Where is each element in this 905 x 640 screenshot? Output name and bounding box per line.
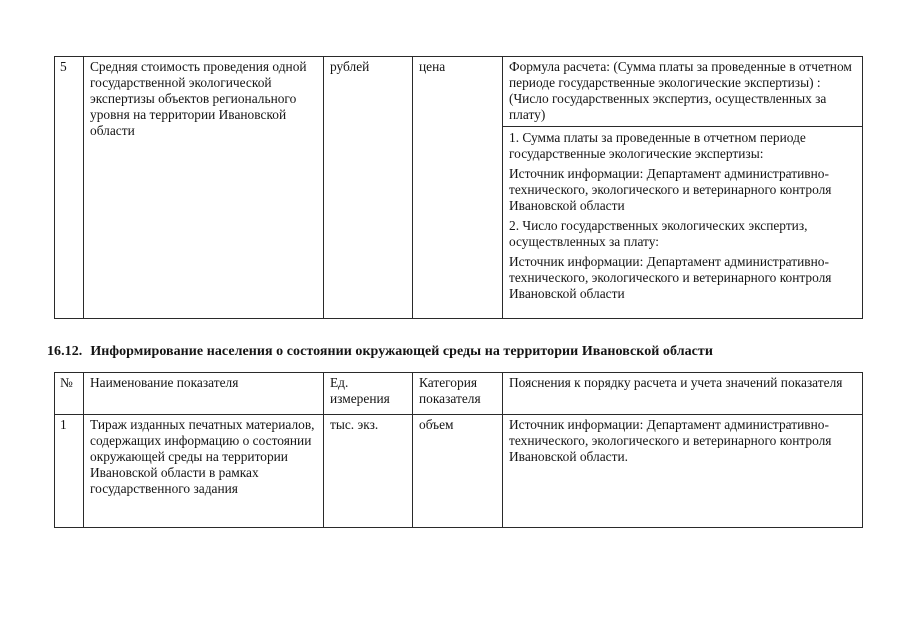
notes-line-item xyxy=(503,126,862,302)
table-row xyxy=(55,57,863,319)
indicators-table-continued xyxy=(54,56,863,319)
unit-of-measure: тыс. экз. xyxy=(324,415,413,528)
indicators-table xyxy=(54,372,863,528)
section-title: Информирование населения о состоянии окружающей среды на территории Ивановской области xyxy=(90,344,713,359)
table-row xyxy=(55,415,863,528)
indicator-name: Средняя стоимость проведения одной государственной экологической экспертизы объектов регионального уровня на территории Ивановской области xyxy=(84,57,324,319)
indicator-category: объем xyxy=(413,415,503,528)
unit-of-measure: рублей xyxy=(324,57,413,319)
column-header-unit: Ед. измерения xyxy=(324,373,413,415)
table-header-row xyxy=(55,373,863,415)
column-header-category: Категория показателя xyxy=(413,373,503,415)
source-text: Источник информации: Департамент административно-технического, экологического и ветеринарного контроля Ивановской области xyxy=(509,166,832,213)
indicator-category: цена xyxy=(413,57,503,319)
section-heading xyxy=(47,344,713,360)
row-number: 1 xyxy=(55,415,84,528)
section-number: 16.12. xyxy=(47,344,83,359)
calculation-notes: Источник информации: Департамент административно-технического, экологического и ветеринарного контроля Ивановской области. xyxy=(503,415,863,528)
indicator-name: Тираж изданных печатных материалов, содержащих информацию о состоянии окружающей среды на территории Ивановской области в рамках государственного задания xyxy=(84,415,324,528)
notes-text: 2. Число государственных экологических экспертиз, осуществленных за плату: xyxy=(509,218,808,249)
notes-text: 1. Сумма платы за проведенные в отчетном периоде государственные экологические экспертизы: xyxy=(509,130,806,161)
source-text: Источник информации: Департамент административно-технического, экологического и ветеринарного контроля Ивановской области xyxy=(509,254,832,301)
calculation-notes xyxy=(503,57,863,319)
formula-text: Формула расчета: (Сумма платы за проведенные в отчетном периоде государственные экологические экспертизы) : (Число государственных экспертиз, осуществленных за плату) xyxy=(509,59,852,122)
column-header-number: № xyxy=(55,373,84,415)
column-header-notes: Пояснения к порядку расчета и учета значений показателя xyxy=(503,373,863,415)
row-number: 5 xyxy=(55,57,84,319)
column-header-name: Наименование показателя xyxy=(84,373,324,415)
